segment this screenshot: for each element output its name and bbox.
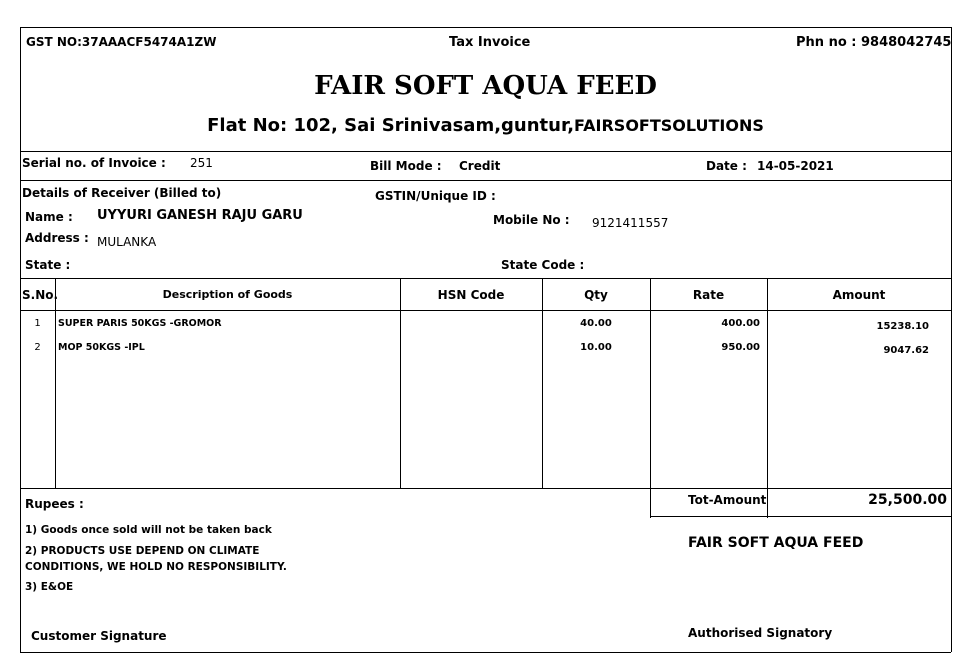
column-divider: [767, 278, 768, 518]
divider: [650, 516, 951, 517]
row-sno: 2: [34, 342, 41, 353]
column-divider: [400, 278, 401, 488]
row-description: SUPER PARIS 50KGS -GROMOR: [58, 318, 222, 329]
address-main: Flat No: 102, Sai Srinivasam,guntur,: [207, 115, 575, 136]
col-rate: Rate: [692, 288, 725, 302]
column-divider: [650, 278, 651, 518]
date-value: 14-05-2021: [757, 159, 834, 173]
row-amount: 9047.62: [883, 345, 929, 356]
border-bottom: [20, 652, 951, 653]
customer-signature: Customer Signature: [31, 629, 167, 643]
row-sno: 1: [34, 318, 41, 329]
row-qty: 10.00: [580, 342, 612, 353]
serial-value: 251: [190, 156, 213, 170]
phone-number: Phn no : 9848042745: [796, 35, 952, 50]
receiver-heading: Details of Receiver (Billed to): [22, 186, 222, 200]
serial-label: Serial no. of Invoice :: [22, 156, 166, 170]
address-suffix: FAIRSOFTSOLUTIONS: [574, 116, 764, 135]
row-rate: 950.00: [721, 342, 760, 353]
column-divider: [542, 278, 543, 488]
rupees-label: Rupees :: [25, 497, 84, 511]
divider: [20, 278, 951, 279]
divider: [20, 488, 951, 489]
col-description: Description of Goods: [162, 288, 293, 301]
col-qty: Qty: [584, 288, 608, 302]
term-2b: CONDITIONS, WE HOLD NO RESPONSIBILITY.: [25, 561, 287, 573]
term-1: 1) Goods once sold will not be taken back: [25, 524, 272, 536]
address-value: MULANKA: [97, 235, 157, 249]
divider: [20, 151, 951, 152]
mobile-label: Mobile No :: [493, 213, 570, 227]
gst-number: GST NO:37AAACF5474A1ZW: [26, 35, 217, 49]
col-hsn: HSN Code: [437, 288, 505, 302]
bill-mode-value: Credit: [459, 159, 501, 173]
total-value: 25,500.00: [868, 492, 947, 508]
bill-mode-label: Bill Mode :: [370, 159, 442, 173]
company-sign: FAIR SOFT AQUA FEED: [688, 535, 864, 551]
col-amount: Amount: [832, 288, 886, 302]
divider: [20, 310, 951, 311]
mobile-value: 9121411557: [592, 216, 669, 230]
row-rate: 400.00: [721, 318, 760, 329]
authorised-signatory: Authorised Signatory: [688, 626, 833, 640]
total-label: Tot-Amount: [688, 493, 767, 507]
term-2a: 2) PRODUCTS USE DEPEND ON CLIMATE: [25, 545, 260, 557]
date-label: Date :: [706, 159, 747, 173]
row-amount: 15238.10: [876, 321, 929, 332]
border-top: [20, 27, 951, 28]
receiver-name: UYYURI GANESH RAJU GARU: [97, 208, 303, 223]
company-name: FAIR SOFT AQUA FEED: [314, 71, 657, 101]
column-divider: [55, 278, 56, 488]
gstin-label: GSTIN/Unique ID :: [375, 189, 496, 203]
col-sno: S.No.: [22, 288, 59, 302]
border-right: [951, 27, 952, 652]
name-label: Name :: [25, 210, 73, 224]
doc-type: Tax Invoice: [449, 35, 531, 50]
state-label: State :: [25, 258, 71, 272]
divider: [20, 180, 951, 181]
row-description: MOP 50KGS -IPL: [58, 342, 145, 353]
company-address: [20, 115, 951, 136]
row-qty: 40.00: [580, 318, 612, 329]
address-label: Address :: [25, 231, 89, 245]
term-3: 3) E&OE: [25, 581, 74, 593]
state-code-label: State Code :: [501, 258, 585, 272]
